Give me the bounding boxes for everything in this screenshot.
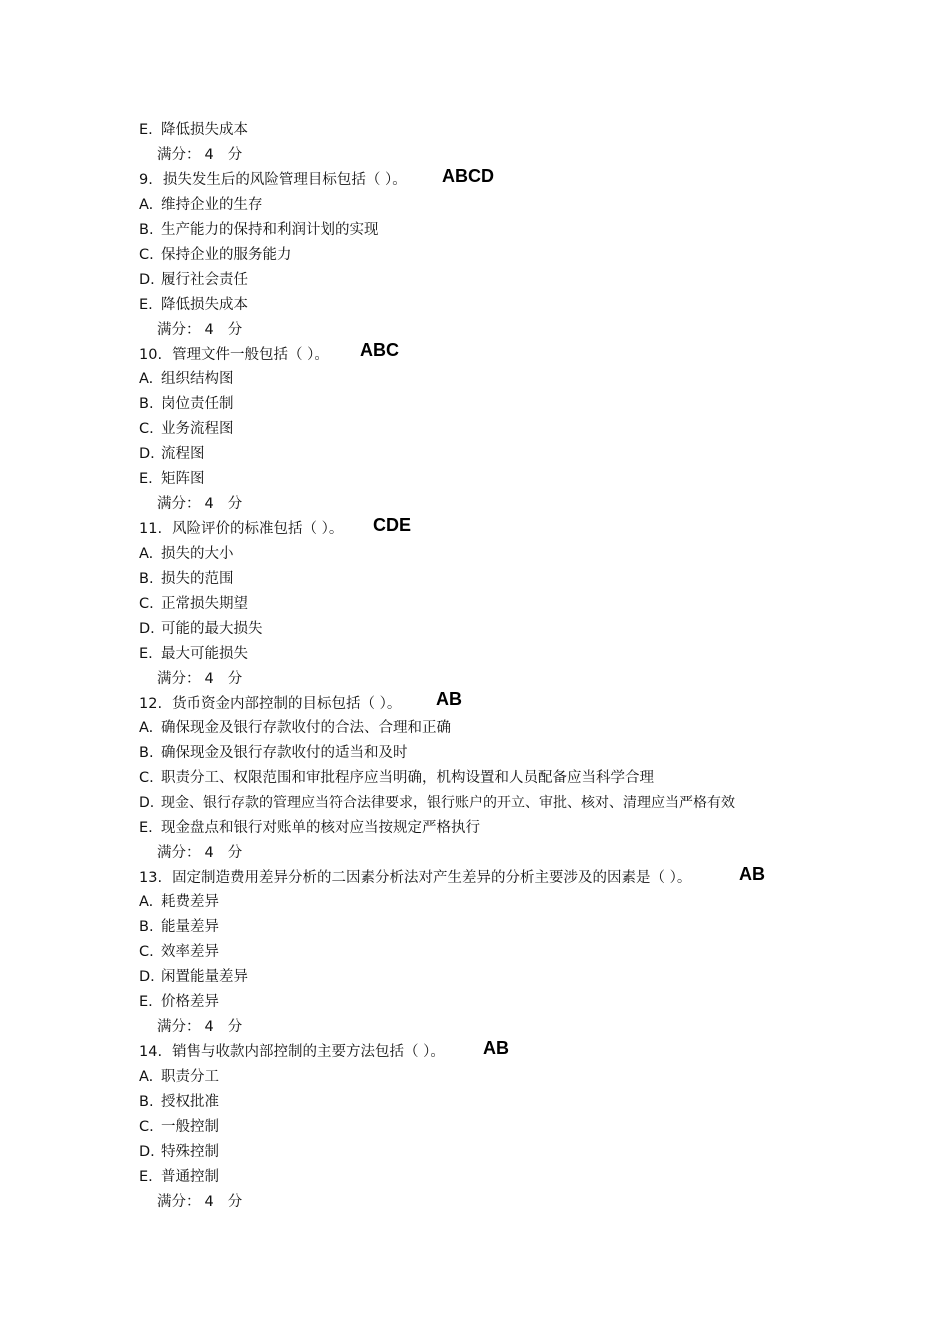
- question-14: [139, 1043, 445, 1061]
- question-text: 损失发生后的风险管理目标包括（ ）。: [162, 172, 407, 188]
- option-letter: A.: [139, 546, 154, 562]
- option-text: 生产能力的保持和利润计划的实现: [161, 222, 379, 238]
- option-letter: E.: [139, 297, 153, 313]
- option-letter: A.: [139, 894, 154, 910]
- score-unit: 分: [227, 322, 243, 338]
- option-text: 流程图: [161, 446, 205, 462]
- option-e: [139, 819, 480, 837]
- score-value: 4: [204, 671, 214, 687]
- option-letter: E.: [139, 1169, 153, 1185]
- option-b: [139, 221, 379, 239]
- option-text: 履行社会责任: [161, 272, 248, 288]
- question-number: 12.: [139, 696, 163, 712]
- option-text: 损失的范围: [161, 571, 234, 587]
- score-label: 满分：: [157, 496, 201, 512]
- option-letter: B.: [139, 571, 154, 587]
- option-e: [139, 993, 219, 1011]
- score-label: 满分：: [157, 1194, 201, 1210]
- option-c: [139, 595, 248, 613]
- option-b: [139, 918, 219, 936]
- question-text: 销售与收款内部控制的主要方法包括（ ）。: [172, 1044, 445, 1060]
- score-label: 满分：: [157, 147, 201, 163]
- option-e: [139, 1168, 219, 1186]
- score-line: [157, 844, 242, 862]
- option-text: 可能的最大损失: [161, 621, 263, 637]
- option-b: [139, 744, 408, 762]
- option-d: [139, 794, 735, 812]
- option-c: [139, 943, 219, 961]
- score-unit: 分: [227, 671, 243, 687]
- option-letter: C.: [139, 944, 154, 960]
- option-letter: D.: [139, 621, 155, 637]
- option-letter: D.: [139, 1144, 155, 1160]
- question-text: 风险评价的标准包括（ ）。: [172, 521, 344, 537]
- option-c: [139, 420, 234, 438]
- option-letter: E.: [139, 646, 153, 662]
- option-d: [139, 968, 248, 986]
- option-letter: D.: [139, 446, 155, 462]
- option-d: [139, 445, 205, 463]
- option-letter: C.: [139, 1119, 154, 1135]
- option-text: 正常损失期望: [161, 596, 248, 612]
- handwritten-answer: ABCD: [442, 166, 494, 186]
- option-a: [139, 545, 234, 563]
- option-text: 确保现金及银行存款收付的适当和及时: [161, 745, 408, 761]
- handwritten-answer: ABC: [360, 340, 399, 360]
- option-letter: A.: [139, 720, 154, 736]
- option-text: 能量差异: [161, 919, 219, 935]
- option-letter: A.: [139, 371, 154, 387]
- option-b: [139, 395, 234, 413]
- handwritten-answer: AB: [436, 689, 462, 709]
- question-text: 货币资金内部控制的目标包括（ ）。: [172, 696, 402, 712]
- option-letter: A.: [139, 1069, 154, 1085]
- score-unit: 分: [227, 1194, 243, 1210]
- option-d: [139, 271, 248, 289]
- option-text: 闲置能量差异: [161, 969, 248, 985]
- option-letter: B.: [139, 396, 154, 412]
- option-text: 耗费差异: [161, 894, 219, 910]
- option-text: 授权批准: [161, 1094, 219, 1110]
- question-12: [139, 695, 401, 713]
- option-d: [139, 620, 263, 638]
- option-a: [139, 370, 234, 388]
- question-number: 11.: [139, 521, 163, 537]
- option-text: 确保现金及银行存款收付的合法、合理和正确: [161, 720, 451, 736]
- question-11: [139, 520, 343, 538]
- option-letter: D.: [139, 795, 155, 811]
- question-number: 10.: [139, 347, 163, 363]
- score-label: 满分：: [157, 1019, 201, 1035]
- option-text: 降低损失成本: [161, 297, 248, 313]
- option-text: 价格差异: [161, 994, 219, 1010]
- option-text: 维持企业的生存: [161, 197, 263, 213]
- option-text: 损失的大小: [161, 546, 234, 562]
- option-a: [139, 196, 263, 214]
- score-value: 4: [204, 496, 214, 512]
- option-letter: E.: [139, 122, 153, 138]
- option-text: 普通控制: [161, 1169, 219, 1185]
- score-value: 4: [204, 845, 214, 861]
- option-c: [139, 769, 654, 787]
- handwritten-answer: AB: [483, 1038, 509, 1058]
- score-unit: 分: [227, 1019, 243, 1035]
- option-letter: D.: [139, 969, 155, 985]
- question-text: 固定制造费用差异分析的二因素分析法对产生差异的分析主要涉及的因素是（ ）。: [172, 870, 692, 886]
- option-text: 组织结构图: [161, 371, 234, 387]
- option-text: 现金盘点和银行对账单的核对应当按规定严格执行: [161, 820, 480, 836]
- option-e: [139, 645, 248, 663]
- option-letter: C.: [139, 596, 154, 612]
- score-value: 4: [204, 1194, 214, 1210]
- option-text: 特殊控制: [161, 1144, 219, 1160]
- option-b: [139, 1093, 219, 1111]
- option-e: [139, 121, 248, 139]
- option-letter: C.: [139, 770, 154, 786]
- score-line: [157, 1193, 242, 1211]
- option-text: 岗位责任制: [161, 396, 234, 412]
- score-label: 满分：: [157, 322, 201, 338]
- option-text: 职责分工、权限范围和审批程序应当明确，机构设置和人员配备应当科学合理: [161, 770, 654, 786]
- score-unit: 分: [227, 496, 243, 512]
- option-e: [139, 470, 205, 488]
- option-letter: E.: [139, 820, 153, 836]
- option-text: 效率差异: [161, 944, 219, 960]
- score-line: [157, 495, 242, 513]
- option-e: [139, 296, 248, 314]
- score-label: 满分：: [157, 845, 201, 861]
- option-letter: E.: [139, 994, 153, 1010]
- option-c: [139, 1118, 219, 1136]
- score-line: [157, 670, 242, 688]
- question-9: [139, 171, 407, 189]
- option-letter: C.: [139, 421, 154, 437]
- option-text: 降低损失成本: [161, 122, 248, 138]
- option-c: [139, 246, 292, 264]
- option-text: 业务流程图: [161, 421, 234, 437]
- option-a: [139, 1068, 219, 1086]
- option-letter: B.: [139, 1094, 154, 1110]
- score-line: [157, 1018, 242, 1036]
- score-unit: 分: [227, 147, 243, 163]
- option-a: [139, 893, 219, 911]
- handwritten-answer: CDE: [373, 515, 412, 535]
- question-text: 管理文件一般包括（ ）。: [172, 347, 329, 363]
- question-number: 13.: [139, 870, 163, 886]
- score-value: 4: [204, 147, 214, 163]
- score-value: 4: [204, 1019, 214, 1035]
- option-text: 一般控制: [161, 1119, 219, 1135]
- option-b: [139, 570, 234, 588]
- option-letter: B.: [139, 222, 154, 238]
- option-letter: D.: [139, 272, 155, 288]
- option-letter: E.: [139, 471, 153, 487]
- question-10: [139, 346, 329, 364]
- score-value: 4: [204, 322, 214, 338]
- score-line: [157, 146, 242, 164]
- option-text: 最大可能损失: [161, 646, 248, 662]
- option-a: [139, 719, 451, 737]
- score-label: 满分：: [157, 671, 201, 687]
- option-text: 矩阵图: [161, 471, 205, 487]
- option-text: 职责分工: [161, 1069, 219, 1085]
- option-text: 现金、银行存款的管理应当符合法律要求，银行账户的开立、审批、核对、清理应当严格有效: [161, 795, 735, 811]
- handwritten-answer: AB: [739, 864, 765, 884]
- option-letter: B.: [139, 745, 154, 761]
- question-number: 14.: [139, 1044, 163, 1060]
- option-d: [139, 1143, 219, 1161]
- question-13: [139, 869, 691, 887]
- option-letter: B.: [139, 919, 154, 935]
- option-letter: C.: [139, 247, 154, 263]
- score-unit: 分: [227, 845, 243, 861]
- option-letter: A.: [139, 197, 154, 213]
- option-text: 保持企业的服务能力: [161, 247, 292, 263]
- score-line: [157, 321, 242, 339]
- question-number: 9.: [139, 172, 153, 188]
